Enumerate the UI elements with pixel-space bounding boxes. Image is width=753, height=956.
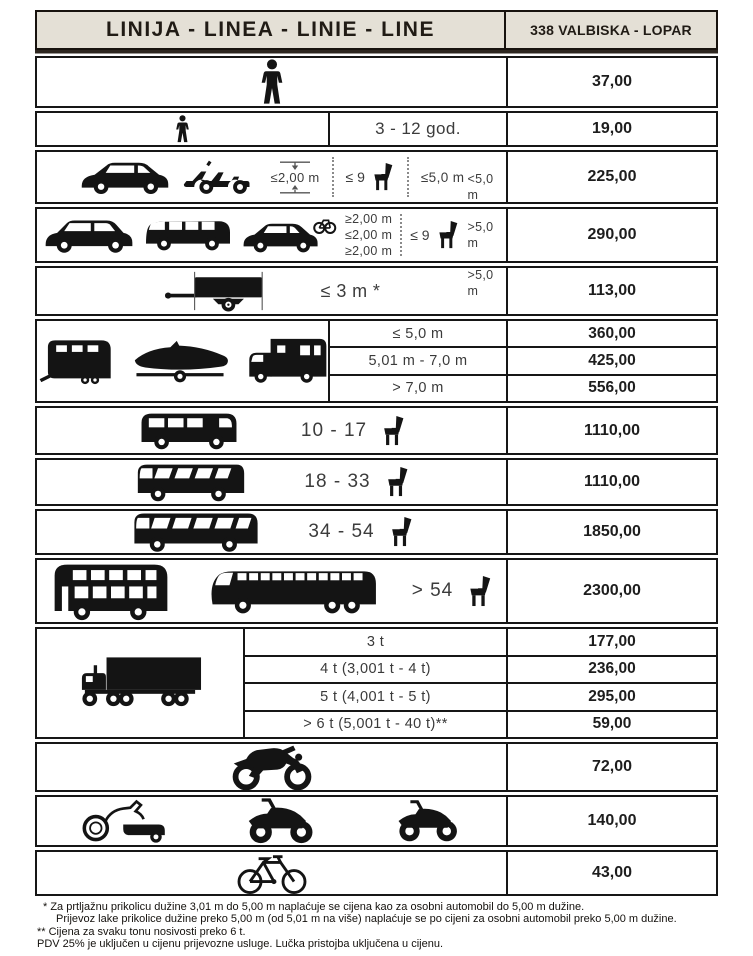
- seat-icon: [469, 576, 493, 607]
- price-value: 556,00: [588, 379, 636, 397]
- price-value: 290,00: [587, 226, 637, 243]
- price-towed-large: [506, 376, 716, 401]
- seat-count-label: ≤ 9: [410, 227, 430, 243]
- van-icon: [143, 217, 233, 253]
- truck-tier: [245, 682, 716, 710]
- price-truck-6t: [506, 712, 716, 738]
- price-value: 72,00: [591, 758, 633, 775]
- bicycle-icon: [233, 851, 311, 895]
- dotted-divider: [407, 157, 409, 197]
- bus-seats-group: [301, 416, 406, 446]
- row-bicycle: [35, 850, 718, 896]
- row-bus-xl: [35, 558, 718, 624]
- suv-icon: [43, 216, 135, 255]
- bus-seats-label: 10 - 17: [300, 419, 368, 441]
- price-bicycle: [506, 852, 716, 894]
- dotted-divider: [332, 157, 334, 197]
- length-condition: <5,0 m: [467, 172, 494, 202]
- price-truck-3t: [506, 629, 716, 655]
- trailer-icon-with-ticks: [163, 270, 281, 312]
- bus-seats-label: > 54: [411, 580, 454, 601]
- row-bus-big: [35, 509, 718, 555]
- towed-tier: [330, 346, 716, 373]
- price-child: [506, 113, 716, 145]
- seat-icon: [438, 221, 460, 249]
- price-value: 360,00: [588, 324, 636, 342]
- bus-seats-group: [304, 467, 409, 497]
- footnote-trailer-1: * Za prtljažnu prikolicu dužine 3,01 m do 5,00 m naplaćuje se cijena kao za osobni automobil do 5,00 m dužine.: [43, 901, 585, 913]
- camper-icon: [246, 337, 328, 385]
- car-with-bikes-icon: [241, 217, 337, 254]
- price-bus-xl: [506, 560, 716, 622]
- seat-count-label: ≤ 9: [345, 169, 365, 185]
- car-length-label: ≤5,0 m: [420, 169, 465, 185]
- row-sidecar-and-quads: [35, 795, 718, 847]
- seat-icon: [383, 416, 406, 446]
- towed-length-label: > 7,0 m: [392, 380, 444, 397]
- price-bus-big: [506, 511, 716, 553]
- trailer-icon: [163, 270, 281, 312]
- dotted-divider: [400, 214, 402, 256]
- towed-tier: [330, 321, 716, 346]
- trailer-length-label: ≤ 3 m *: [320, 280, 381, 301]
- quad-icon: [393, 799, 465, 843]
- bus-icon: [133, 460, 249, 504]
- dim-cap-bottom-icon: [278, 185, 312, 194]
- row-child-passenger: [35, 111, 718, 147]
- seat-count-group: [410, 221, 459, 249]
- towed-tier: [330, 374, 716, 401]
- route-title: 338 VALBISKA - LOPAR: [504, 12, 716, 48]
- row-minibus: [35, 406, 718, 455]
- minibus-icon: [137, 410, 241, 452]
- row-bus-mid: [35, 458, 718, 506]
- price-minibus: [506, 408, 716, 453]
- truck-tier: [245, 629, 716, 655]
- motorcycle-sidecar-icon: [79, 798, 171, 844]
- bus-seats-group: [412, 576, 494, 607]
- price-value: 2300,00: [583, 582, 641, 599]
- height-condition: ≤2,00 m: [345, 228, 393, 242]
- price-adult: [506, 58, 716, 106]
- truck-icon: [77, 654, 203, 712]
- length-condition: >5,0 m: [467, 268, 494, 298]
- motorcycle-icon: [226, 743, 318, 791]
- seat-icon: [373, 163, 395, 191]
- price-value: 425,00: [588, 351, 636, 369]
- row-adult-passenger: [35, 56, 718, 108]
- tariff-sheet: [35, 0, 718, 951]
- height-conditions: [345, 211, 392, 259]
- truck-tier: [245, 655, 716, 683]
- price-value: 19,00: [591, 120, 633, 137]
- height-condition: ≥2,00 m: [345, 212, 393, 226]
- price-value: 1850,00: [583, 523, 641, 540]
- price-bus-mid: [506, 460, 716, 504]
- price-towed-medium: [506, 348, 716, 373]
- price-motorcycle: [506, 744, 716, 790]
- row-trucks: [35, 627, 718, 739]
- price-truck-5t: [506, 684, 716, 710]
- boat-on-trailer-icon: [130, 339, 230, 383]
- price-trailer: [506, 268, 716, 314]
- height-condition: ≥2,00 m: [345, 244, 393, 258]
- seat-icon: [391, 517, 414, 547]
- footnote-vat: PDV 25% je uključen u cijenu prijevozne usluge. Lučka pristojba uključena u cijenu.: [37, 938, 444, 951]
- dim-cap-top-icon: [278, 161, 312, 170]
- price-value: 295,00: [588, 687, 636, 705]
- price-value: 1110,00: [583, 473, 641, 490]
- adult-person-icon: [258, 59, 286, 105]
- truck-tonnage-label: 4 t (3,001 t - 4 t): [320, 661, 431, 678]
- price-towed-small: [506, 321, 716, 346]
- price-sidecar-quads: [506, 797, 716, 845]
- price-value: 1110,00: [583, 421, 641, 439]
- caravan-icon: [38, 337, 114, 385]
- footnotes: [37, 901, 718, 951]
- table-header: [35, 10, 718, 50]
- child-person-icon: [174, 115, 191, 143]
- row-luggage-trailer: [35, 266, 718, 316]
- seat-icon: [387, 467, 410, 497]
- row-towed-vehicles: [35, 319, 718, 403]
- price-value: 113,00: [587, 282, 637, 299]
- footnote-tonnage: ** Cijena za svaku tonu nosivosti preko 6 t.: [37, 925, 246, 938]
- car-height-label: ≤2,00 m: [270, 169, 320, 185]
- quad-icon: [241, 797, 323, 845]
- row-car-standard: [35, 150, 718, 204]
- price-value: 43,00: [591, 864, 633, 881]
- large-bus-icon: [129, 510, 263, 554]
- footnote-trailer-2: Prijevoz lake prikolice dužine preko 5,00 m (od 5,01 m na više) naplaćuje se po cijeni za osobni automobil preko 5,00 m dužine.: [56, 913, 677, 926]
- price-value: 177,00: [588, 632, 636, 650]
- child-age-label: 3 - 12 god.: [375, 119, 461, 138]
- station-wagon-icon: [79, 159, 171, 196]
- length-condition: >5,0 m: [467, 220, 494, 250]
- bus-seats-label: 18 - 33: [304, 471, 371, 492]
- price-value: 140,00: [587, 812, 637, 829]
- towed-length-label: 5,01 m - 7,0 m: [368, 352, 468, 369]
- truck-tonnage-label: > 6 t (5,001 t - 40 t)**: [303, 716, 448, 733]
- price-value: 37,00: [591, 73, 633, 90]
- double-decker-bus-icon: [50, 561, 172, 621]
- truck-tonnage-label: 3 t: [366, 633, 385, 650]
- bus-seats-label: 34 - 54: [308, 521, 375, 542]
- price-value: 236,00: [588, 660, 636, 678]
- row-motorcycle: [35, 742, 718, 792]
- line-title: LINIJA - LINEA - LINIE - LINE: [106, 18, 435, 41]
- price-truck-4t: [506, 657, 716, 683]
- coach-bus-icon: [206, 566, 378, 616]
- seat-count-group: [346, 163, 395, 191]
- truck-tonnage-label: 5 t (4,001 t - 5 t): [320, 688, 431, 705]
- price-car-oversize: [506, 209, 716, 261]
- price-value: 225,00: [587, 168, 637, 185]
- height-dimension: [271, 161, 320, 194]
- price-car-standard: [506, 152, 716, 202]
- truck-tier: [245, 710, 716, 738]
- price-value: 59,00: [592, 715, 632, 733]
- bus-seats-group: [308, 517, 413, 547]
- open-jeep-icon: [183, 160, 259, 195]
- towed-length-label: ≤ 5,0 m: [392, 325, 444, 342]
